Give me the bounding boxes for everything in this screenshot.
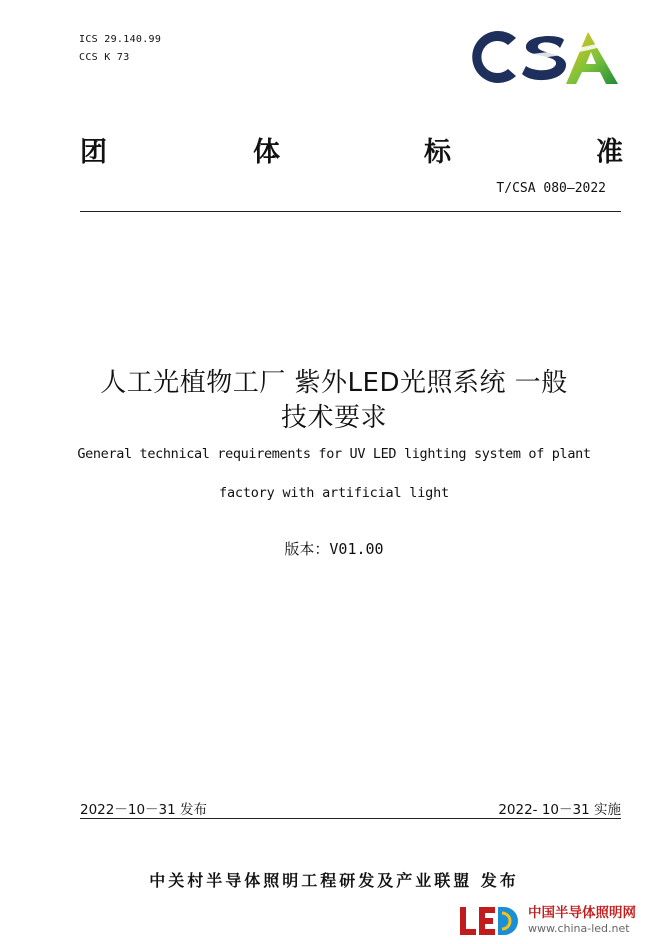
csa-logo (468, 24, 626, 90)
title-english-line-2: factory with artificial light (219, 485, 449, 501)
watermark-site-name: 中国半导体照明网 (528, 905, 636, 921)
title-chinese-line-1: 人工光植物工厂 紫外LED光照系统 一般 (100, 368, 568, 398)
header-divider (80, 211, 621, 212)
implementation-date: 2022- 10－31 实施 (498, 802, 621, 818)
standard-type-char-2: 体 (253, 137, 280, 168)
standard-type-char-3: 标 (424, 137, 451, 168)
standard-type-char-4: 准 (596, 137, 623, 168)
logo-text: CSA (468, 24, 471, 25)
ccs-code: CCS K 73 (79, 52, 130, 63)
title-chinese-line-2: 技术要求 (280, 403, 387, 433)
footer-divider (80, 818, 621, 819)
standard-number: T/CSA 080—2022 (496, 181, 606, 196)
watermark-url: www.china-led.net (528, 922, 630, 935)
ics-code: ICS 29.140.99 (79, 34, 162, 45)
version (0, 538, 668, 559)
issue-date: 2022－10－31 发布 (80, 802, 208, 818)
watermark-led-logo (458, 901, 518, 941)
version-label: 版本： (284, 540, 330, 558)
version-value: V01.00 (329, 540, 384, 558)
title-english-line-1: General technical requirements for UV LED lighting system of plant (77, 446, 591, 462)
standard-type-char-1: 团 (80, 137, 107, 168)
watermark-logo-text: LED (458, 901, 460, 902)
publisher: 中关村半导体照明工程研发及产业联盟 发布 (149, 871, 519, 890)
